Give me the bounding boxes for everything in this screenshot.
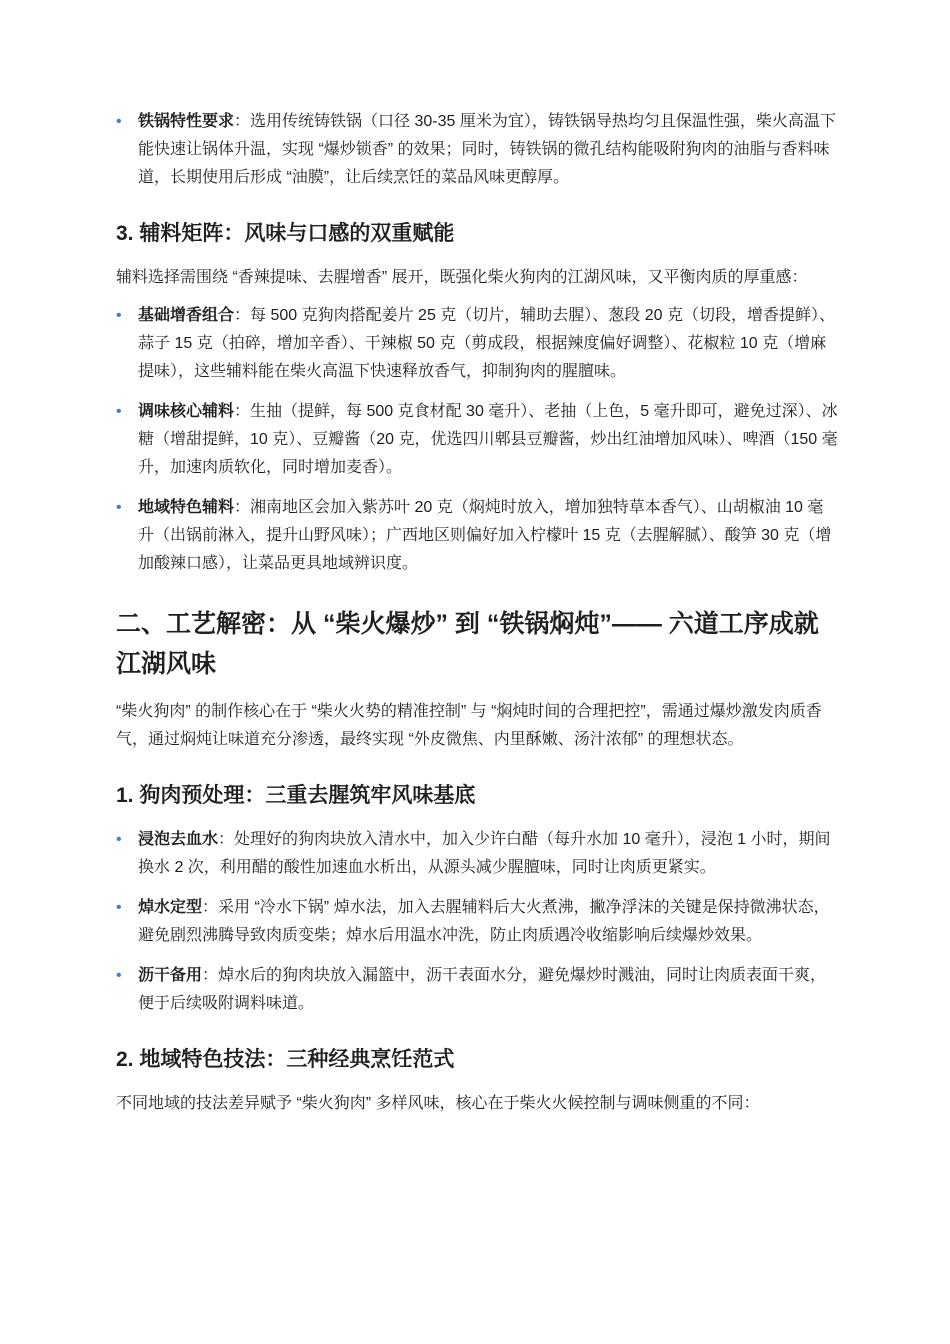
- bullet-term: 沥干备用: [138, 967, 203, 984]
- bullet-term: 焯水定型: [138, 899, 203, 916]
- heading-auxiliary-ingredients: 3. 辅料矩阵：风味与口感的双重赋能: [116, 222, 455, 245]
- bullet-term: 地域特色辅料: [138, 499, 235, 516]
- bullet-dot-icon: •: [116, 899, 122, 916]
- document-page: [116, 108, 838, 1128]
- bullet-term: 铁锅特性要求: [138, 113, 235, 130]
- bullet-term: 调味核心辅料: [138, 403, 235, 420]
- paragraph-auxiliary-intro: 辅料选择需围绕 “香辣提味、去腥增香” 展开，既强化柴火狗肉的江湖风味，又平衡肉质的厚重感：: [116, 269, 808, 286]
- paragraph-regional-intro: 不同地域的技法差异赋予 “柴火狗肉” 多样风味，核心在于柴火火候控制与调味侧重的不同：: [116, 1095, 760, 1112]
- bullet-text: ：选用传统铸铁锅（口径 30-35 厘米为宜），铸铁锅导热均匀且保温性强，柴火高温下能快速让锅体升温，实现 “爆炒锁香” 的效果；同时，铸铁锅的微孔结构能吸附狗肉的油脂与香料味道，长期使用后形成 “油膜”，让后续烹饪的菜品风味更醇厚。: [138, 113, 836, 186]
- bullet-dot-icon: •: [116, 403, 122, 420]
- bullet-text: ：每 500 克狗肉搭配姜片 25 克（切片，辅助去腥）、葱段 20 克（切段，增香提鲜）、蒜子 15 克（拍碎，增加辛香）、干辣椒 50 克（剪成段，根据辣度偏好调整）、花椒粒 10 克（增麻提味），这些辅料能在柴火高温下快速释放香气，抑制狗肉的腥膻味。: [138, 307, 835, 380]
- bullet-dot-icon: •: [116, 113, 122, 130]
- bullet-list-auxiliary: [116, 302, 838, 578]
- bullet-dot-icon: •: [116, 831, 122, 848]
- bullet-text: ：焯水后的狗肉块放入漏篮中，沥干表面水分，避免爆炒时溅油，同时让肉质表面干爽，便于后续吸附调料味道。: [138, 967, 827, 1012]
- bullet-term: 浸泡去血水: [138, 831, 219, 848]
- list-item: [116, 894, 838, 950]
- list-item: [116, 962, 838, 1018]
- bullet-term: 基础增香组合: [138, 307, 235, 324]
- bullet-dot-icon: •: [116, 499, 122, 516]
- bullet-list-wok: [116, 108, 838, 192]
- heading-craft-section: 二、工艺解密：从 “柴火爆炒” 到 “铁锅焖炖”—— 六道工序成就江湖风味: [116, 610, 819, 678]
- heading-pretreatment: 1. 狗肉预处理：三重去腥筑牢风味基底: [116, 784, 476, 807]
- list-item: [116, 494, 838, 578]
- list-item: [116, 398, 838, 482]
- bullet-text: ：处理好的狗肉块放入清水中，加入少许白醋（每升水加 10 毫升），浸泡 1 小时，期间换水 2 次，利用醋的酸性加速血水析出，从源头减少腥膻味，同时让肉质更紧实。: [138, 831, 831, 876]
- bullet-text: ：湘南地区会加入紫苏叶 20 克（焖炖时放入，增加独特草本香气）、山胡椒油 10 毫升（出锅前淋入，提升山野风味）；广西地区则偏好加入柠檬叶 15 克（去腥解腻）、酸笋 30 克（增加酸辣口感），让菜品更具地域辨识度。: [138, 499, 832, 572]
- heading-regional-techniques: 2. 地域特色技法：三种经典烹饪范式: [116, 1048, 455, 1071]
- paragraph-craft-intro: “柴火狗肉” 的制作核心在于 “柴火火势的精准控制” 与 “焖炖时间的合理把控”，需通过爆炒激发肉质香气，通过焖炖让味道充分渗透，最终实现 “外皮微焦、内里酥嫩、汤汁浓郁” 的理想状态。: [116, 703, 822, 748]
- list-item: [116, 826, 838, 882]
- bullet-dot-icon: •: [116, 967, 122, 984]
- list-item: [116, 108, 838, 192]
- bullet-text: ：采用 “冷水下锅” 焯水法，加入去腥辅料后大火煮沸，撇净浮沫的关键是保持微沸状态，避免剧烈沸腾导致肉质变柴；焯水后用温水冲洗，防止肉质遇冷收缩影响后续爆炒效果。: [138, 899, 830, 944]
- list-item: [116, 302, 838, 386]
- bullet-dot-icon: •: [116, 307, 122, 324]
- bullet-text: ：生抽（提鲜，每 500 克食材配 30 毫升）、老抽（上色，5 毫升即可，避免过深）、冰糖（增甜提鲜，10 克）、豆瓣酱（20 克，优选四川郫县豆瓣酱，炒出红油增加风味）、啤酒（150 毫升，加速肉质软化，同时增加麦香）。: [138, 403, 838, 476]
- bullet-list-pretreatment: [116, 826, 838, 1018]
